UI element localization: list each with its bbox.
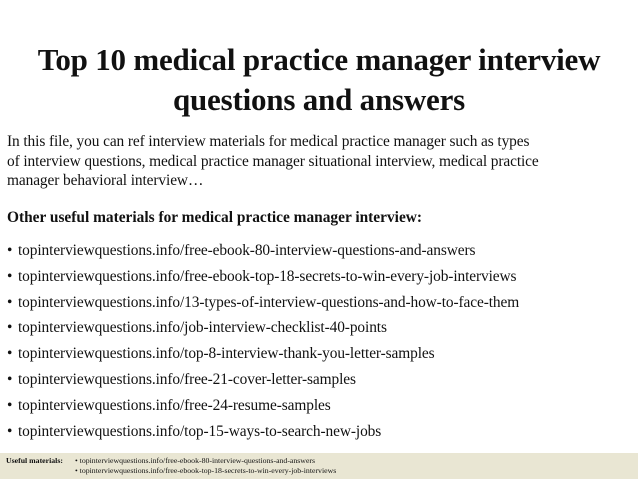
link-4[interactable]: topinterviewquestions.info/job-interview-checklist-40-points (18, 319, 387, 337)
bullet-icon: • (7, 396, 13, 414)
link-1[interactable]: topinterviewquestions.info/free-ebook-80-interview-questions-and-answers (18, 242, 476, 259)
list-item (7, 367, 633, 393)
link-7[interactable]: topinterviewquestions.info/free-24-resume-samples (18, 396, 331, 414)
link-2[interactable]: topinterviewquestions.info/free-ebook-top-18-secrets-to-win-every-job-interviews (18, 267, 517, 285)
footer-bar (0, 453, 638, 479)
list-item (7, 238, 633, 264)
bullet-icon: • (7, 267, 13, 285)
list-item (7, 264, 633, 290)
intro-line-3: manager behavioral interview… (7, 172, 204, 189)
bullet-icon: • (7, 370, 13, 388)
link-3[interactable]: topinterviewquestions.info/13-types-of-interview-questions-and-how-to-face-them (18, 293, 520, 311)
page-title (0, 40, 638, 120)
intro-line-2: of interview questions, medical practice manager situational interview, medical practice (7, 152, 539, 170)
list-item (7, 393, 633, 419)
footer-label: Useful materials: (6, 456, 63, 465)
list-item (7, 341, 633, 367)
link-6[interactable]: topinterviewquestions.info/free-21-cover-letter-samples (18, 370, 356, 388)
list-item (7, 290, 633, 316)
bullet-icon: • (7, 319, 13, 337)
footer-link-2[interactable]: • topinterviewquestions.info/free-ebook-top-18-secrets-to-win-every-job-interviews (75, 466, 337, 475)
intro-line-1: In this file, you can ref interview materials for medical practice manager such as types (7, 133, 530, 150)
intro-paragraph (7, 132, 631, 191)
bullet-icon: • (7, 345, 13, 363)
bullet-icon: • (7, 293, 13, 311)
link-5[interactable]: topinterviewquestions.info/top-8-interview-thank-you-letter-samples (18, 345, 435, 363)
links-list (7, 238, 633, 444)
other-materials-heading: Other useful materials for medical practice manager interview: (7, 209, 423, 226)
title-line-2: questions and answers (172, 82, 466, 117)
list-item (7, 419, 633, 445)
footer-links (75, 456, 336, 476)
title-line-1: Top 10 medical practice manager interview (37, 42, 601, 77)
link-8[interactable]: topinterviewquestions.info/top-15-ways-to-search-new-jobs (18, 422, 382, 440)
bullet-icon: • (7, 422, 13, 440)
bullet-icon: • (7, 242, 13, 259)
footer-link-1[interactable]: • topinterviewquestions.info/free-ebook-80-interview-questions-and-answers (75, 456, 316, 465)
list-item (7, 315, 633, 341)
